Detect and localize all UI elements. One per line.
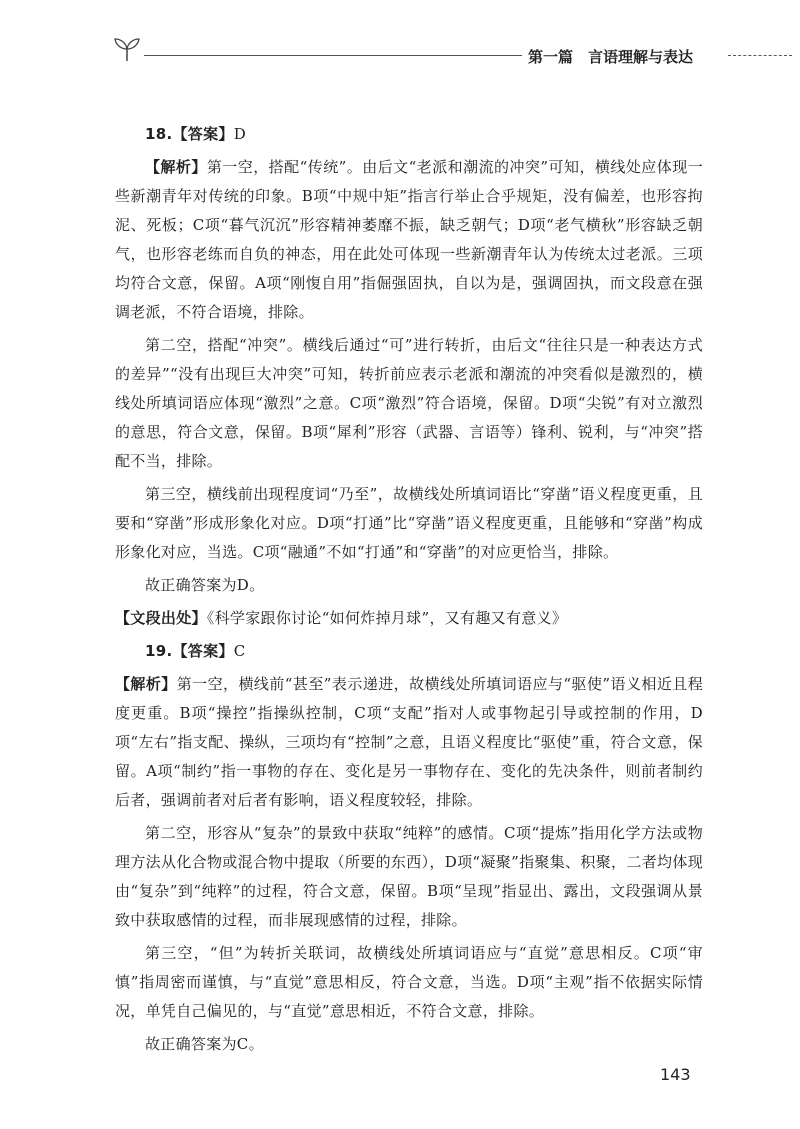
q18-conclusion: 故正确答案为D。 — [145, 576, 265, 594]
q18-analysis-p3: 第三空，横线前出现程度词“乃至”，故横线处所填词语比“穿凿”语义程度更重，且要和“穿凿”形成形象化对应。D项“打通”比“穿凿”语义程度更重，且能够和“穿凿”构成形象化对应，当选。C项“融通”不如“打通”和“穿凿”的对应更恰当，排除。 — [115, 485, 703, 561]
q18-source — [115, 604, 703, 633]
q19-analysis-p2: 第二空，形容从“复杂”的景致中获取“纯粹”的感情。C项“提炼”指用化学方法或物理方法从化合物或混合物中提取（所要的东西），D项“凝聚”指聚集、积聚，二者均体现由“复杂”到“纯粹”的过程，符合文意，保留。B项“呈现”指显出、露出，文段强调从景致中获取感情的过程，而非展现感情的过程，排除。 — [115, 824, 703, 929]
q19-analysis-label: 【解析】 — [115, 675, 177, 693]
page-number: 143 — [660, 1065, 691, 1084]
q18-answer-value: D — [233, 125, 247, 143]
q18-answer — [115, 120, 703, 149]
q19-analysis-text-1: 第一空，横线前“甚至”表示递进，故横线处所填词语应与“驱使”语义相近且程度更重。B项“操控”指操纵控制，C项“支配”指对人或事物起引导或控制的作用，D项“左右”指支配、操纵，三项均有“控制”之意，且语义程度比“驱使”重，符合文意，保留。A项“制约”指一事物的存在、变化是另一事物存在、变化的先决条件，则前者制约后者，强调前者对后者有影响，语义程度较轻，排除。 — [115, 675, 703, 809]
header-rule-right — [728, 55, 792, 56]
q18-analysis-p1 — [115, 153, 703, 327]
q18-analysis-text-1: 第一空，搭配“传统”。由后文“老派和潮流的冲突”可知，横线处应体现一些新潮青年对传统的印象。B项“中规中矩”指言行举止合乎规矩，没有偏差，也形容拘泥、死板；C项“暮气沉沉”形容精神萎靡不振，缺乏朝气；D项“老气横秋”形容缺乏朝气，也形容老练而自负的神态，用在此处可体现一些新潮青年认为传统太过老派。三项均符合文意，保留。A项“刚愎自用”指倔强固执，自以为是，强调固执，而文段意在强调老派，不符合语境，排除。 — [115, 158, 703, 321]
running-header — [112, 30, 792, 80]
q19-analysis-p3: 第三空，“但”为转折关联词，故横线处所填词语应与“直觉”意思相反。C项“审慎”指周密而谨慎，与“直觉”意思相反，符合文意，当选。D项“主观”指不依据实际情况，单凭自己偏见的，与“直觉”意思相近，不符合文意，排除。 — [115, 944, 703, 1020]
chapter-title: 第一篇 言语理解与表达 — [528, 48, 694, 66]
sprout-icon — [112, 34, 142, 64]
q19-answer — [115, 637, 703, 666]
q18-analysis-p2: 第二空，搭配“冲突”。横线后通过“可”进行转折，由后文“往往只是一种表达方式的差异”“没有出现巨大冲突”可知，转折前应表示老派和潮流的冲突看似是激烈的，横线处所填词语应体现“激烈”之意。C项“激烈”符合语境，保留。D项“尖锐”有对立激烈的意思，符合文意，保留。B项“犀利”形容（武器、言语等）锋利、锐利，与“冲突”搭配不当，排除。 — [115, 336, 703, 470]
page-body — [115, 120, 703, 1063]
q19-conclusion: 故正确答案为C。 — [145, 1035, 264, 1053]
q19-answer-value: C — [233, 642, 246, 660]
q18-source-label: 【文段出处】 — [115, 609, 207, 627]
header-rule-left — [144, 55, 522, 56]
q18-analysis-label: 【解析】 — [145, 158, 207, 176]
q19-analysis-p1 — [115, 670, 703, 815]
q19-answer-label: 19.【答案】 — [145, 642, 234, 660]
q18-answer-label: 18.【答案】 — [145, 125, 234, 143]
q18-source-text: 《科学家跟你讨论“如何炸掉月球”，又有趣又有意义》 — [206, 609, 568, 627]
